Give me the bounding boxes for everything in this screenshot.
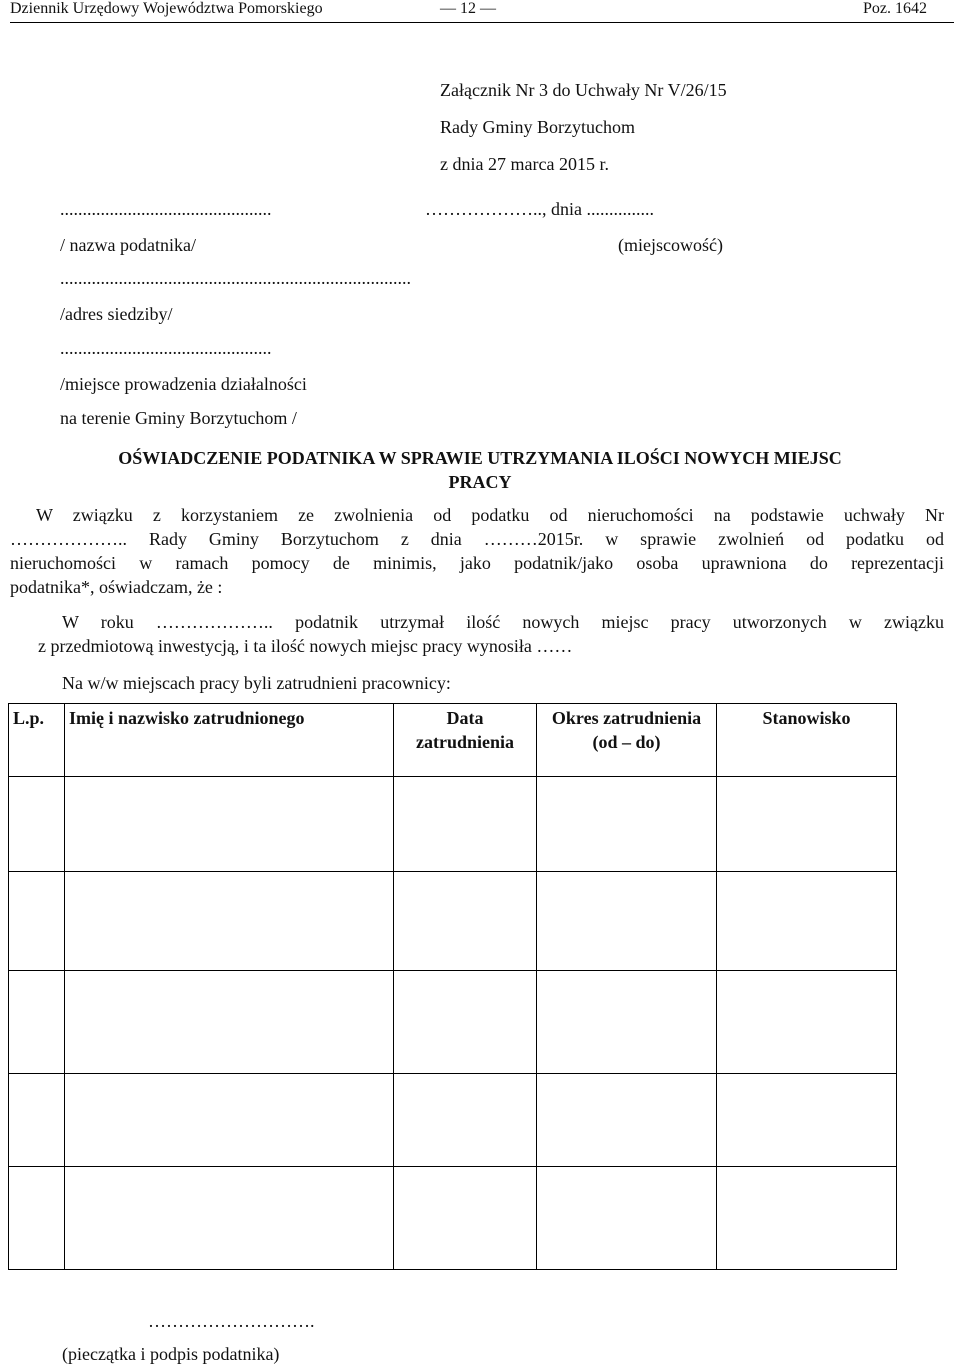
position-number: Poz. 1642 [863,0,927,17]
attachment-line-2: Rady Gminy Borzytuchom [440,117,635,137]
journal-title: Dziennik Urzędowy Województwa Pomorskiego [10,0,323,17]
table-cell[interactable] [9,1074,65,1167]
header-name: Imię i nazwisko zatrudnionego [65,704,394,777]
header-employment-date: Data zatrudnienia [394,704,537,777]
place-label: (miejscowość) [618,235,723,255]
attachment-line-1: Załącznik Nr 3 do Uchwały Nr V/26/15 [440,80,727,100]
header-employment-period: Okres zatrudnienia (od – do) [537,704,717,777]
statement-title: OŚWIADCZENIE PODATNIKA W SPRAWIE UTRZYMANIA ILOŚCI NOWYCH MIEJSC [118,448,842,468]
table-cell[interactable] [394,777,537,872]
table-cell[interactable] [717,1167,897,1270]
address-label: /adres siedziby/ [60,304,173,324]
header-divider [10,22,954,23]
table-cell[interactable] [394,1074,537,1167]
table-header-row [9,704,897,777]
statement-title-cont: PRACY [448,472,512,492]
table-cell[interactable] [9,872,65,971]
table-cell[interactable] [717,971,897,1074]
table-cell[interactable] [537,971,717,1074]
header-lp: L.p. [9,704,65,777]
table-cell[interactable] [65,971,394,1074]
address-field[interactable]: .............................................................................. [60,268,411,288]
attachment-line-3: z dnia 27 marca 2015 r. [440,154,609,174]
table-cell[interactable] [9,777,65,872]
table-cell[interactable] [65,777,394,872]
employees-table [8,703,897,1270]
table-cell[interactable] [394,971,537,1074]
taxpayer-name-label: / nazwa podatnika/ [60,235,196,255]
statement-line-1: W związku z korzystaniem ze zwolnienia od podatku od nieruchomości na podstawie uchwały Nr [36,505,944,525]
table-cell[interactable] [65,1074,394,1167]
signature-field[interactable]: ………………………. [148,1311,315,1331]
table-cell[interactable] [9,971,65,1074]
table-cell[interactable] [394,872,537,971]
year-statement-line-2: z przedmiotową inwestycją, i ta ilość nowych miejsc pracy wynosiła …… [38,636,573,656]
table-cell[interactable] [537,1167,717,1270]
statement-line-4: podatnika*, oświadczam, że : [10,577,223,597]
place-date-field[interactable]: ……………….., dnia ............... [425,199,654,219]
header-position: Stanowisko [717,704,897,777]
table-cell[interactable] [717,872,897,971]
year-statement-line-1: W roku ……………….. podatnik utrzymał ilość nowych miejsc pracy utworzonych w związku [62,612,944,632]
statement-line-2: ……………….. Rady Gminy Borzytuchom z dnia ………2015r. w sprawie zwolnień od podatku od [10,529,944,549]
table-row [9,777,897,872]
page-number: — 12 — [440,0,496,17]
signature-label: (pieczątka i podpis podatnika) [62,1344,280,1364]
table-row [9,1074,897,1167]
table-cell[interactable] [717,777,897,872]
table-cell[interactable] [537,872,717,971]
table-cell[interactable] [394,1167,537,1270]
activity-place-label: /miejsce prowadzenia działalności [60,374,307,394]
table-row [9,872,897,971]
activity-place-field[interactable]: ............................................... [60,338,272,358]
table-row [9,1167,897,1270]
table-cell[interactable] [717,1074,897,1167]
table-cell[interactable] [65,872,394,971]
activity-place-label-cont: na terenie Gminy Borzytuchom / [60,408,297,428]
statement-line-3: nieruchomości w ramach pomocy de minimis, jako podatnik/jako osoba uprawniona do reprezentacji [10,553,944,573]
employees-intro: Na w/w miejscach pracy byli zatrudnieni pracownicy: [62,673,451,693]
table-cell[interactable] [537,777,717,872]
table-cell[interactable] [537,1074,717,1167]
table-row [9,971,897,1074]
table-cell[interactable] [65,1167,394,1270]
table-cell[interactable] [9,1167,65,1270]
taxpayer-name-field[interactable]: ............................................... [60,199,272,219]
